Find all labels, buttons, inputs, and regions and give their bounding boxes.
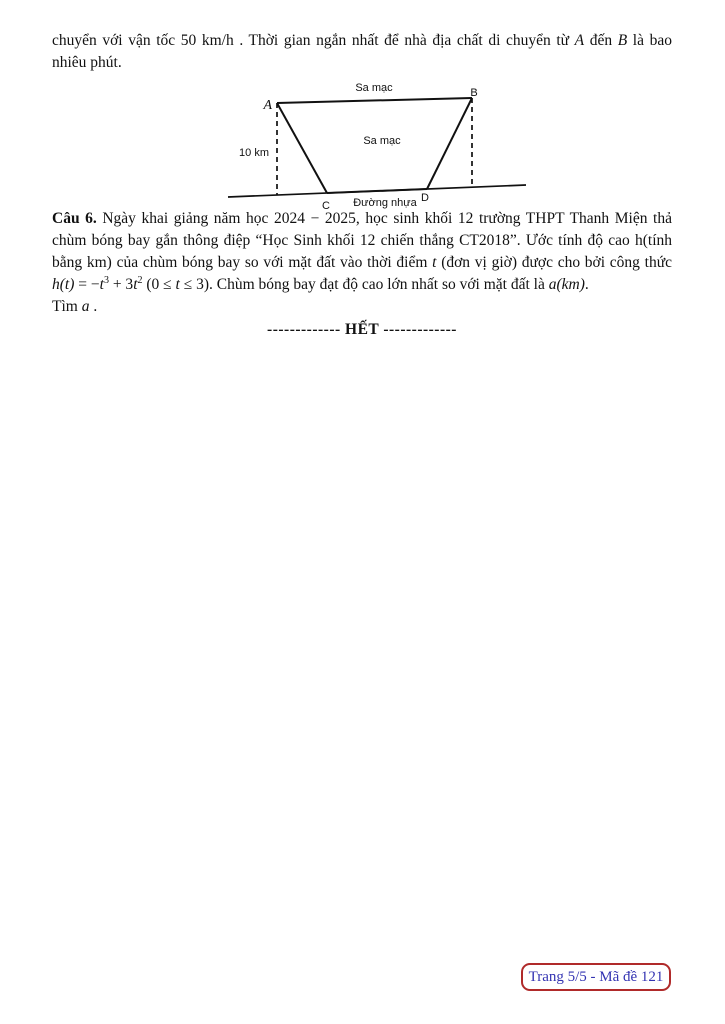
- q6-text-2: (đơn vị giờ) được cho bởi công thức: [436, 254, 672, 271]
- intro-paragraph: [52, 30, 672, 74]
- trapezoid-figure: [220, 75, 560, 213]
- intro-text-2: đến: [584, 32, 618, 49]
- var-a-km: a(km): [548, 276, 585, 293]
- formula-h-of-t: h(t): [52, 276, 75, 293]
- question-number: Câu 6.: [52, 210, 97, 227]
- page-footer-badge: [521, 963, 671, 991]
- desert-label-inner: Sa mạc: [363, 135, 401, 147]
- formula-domain-close: ≤ 3): [179, 276, 210, 293]
- edge-bd: [427, 98, 472, 189]
- edge-ac: [277, 103, 327, 193]
- formula-t-squared-base: t: [133, 276, 138, 293]
- point-a-label: A: [263, 98, 272, 113]
- distance-label: 10 km: [239, 147, 269, 159]
- page-number-label: Trang 5/5 - Mã đề 121: [528, 969, 664, 985]
- q6-text-3: . Chùm bóng bay đạt độ cao lớn nhất so với mặt đất là: [209, 276, 549, 293]
- point-b-label: B: [470, 87, 478, 99]
- formula-equals-minus: = −: [74, 276, 100, 293]
- var-A: A: [574, 32, 585, 49]
- formula-domain-t: t: [175, 276, 180, 293]
- q6-text-1: Ngày khai giảng năm học 2024 − 2025, học sinh khối 12 trường THPT Thanh Miện thả chùm bóng bay gắn thông điệp “Học Sinh khối 12 chiến thắng CT2018”. Ước tính độ cao h(tính bằng km) của chùm bóng bay so với mặt đất vào thời điểm: [52, 210, 672, 271]
- formula-exponent-3: 3: [103, 274, 109, 286]
- tim-prefix: Tìm: [52, 298, 82, 315]
- intro-text-1: chuyển với vận tốc 50 km/h . Thời gian ngắn nhất để nhà địa chất di chuyển từ: [52, 32, 575, 49]
- q6-text-4: .: [584, 276, 589, 293]
- edge-ab: [277, 98, 472, 103]
- var-t: t: [432, 254, 437, 271]
- intro-text-3: là bao nhiêu phút.: [52, 32, 672, 71]
- formula-domain-open: (0 ≤: [142, 276, 176, 293]
- point-d-label: D: [421, 192, 429, 204]
- var-B: B: [617, 32, 628, 49]
- formula-plus-3: + 3: [108, 276, 134, 293]
- find-a-line: [52, 296, 672, 318]
- formula-t-cubed-base: t: [99, 276, 104, 293]
- question-6-paragraph: [52, 208, 672, 296]
- formula-exponent-2: 2: [137, 274, 143, 286]
- desert-label-top: Sa mạc: [355, 82, 393, 94]
- edge-cd: [327, 189, 427, 193]
- var-a: a: [81, 298, 90, 315]
- road-label: Đường nhựa: [353, 197, 417, 209]
- end-divider: ------------- HẾT -------------: [267, 321, 457, 338]
- geometry-diagram: [52, 74, 672, 212]
- point-c-label: C: [322, 200, 330, 212]
- tim-suffix: .: [89, 298, 98, 315]
